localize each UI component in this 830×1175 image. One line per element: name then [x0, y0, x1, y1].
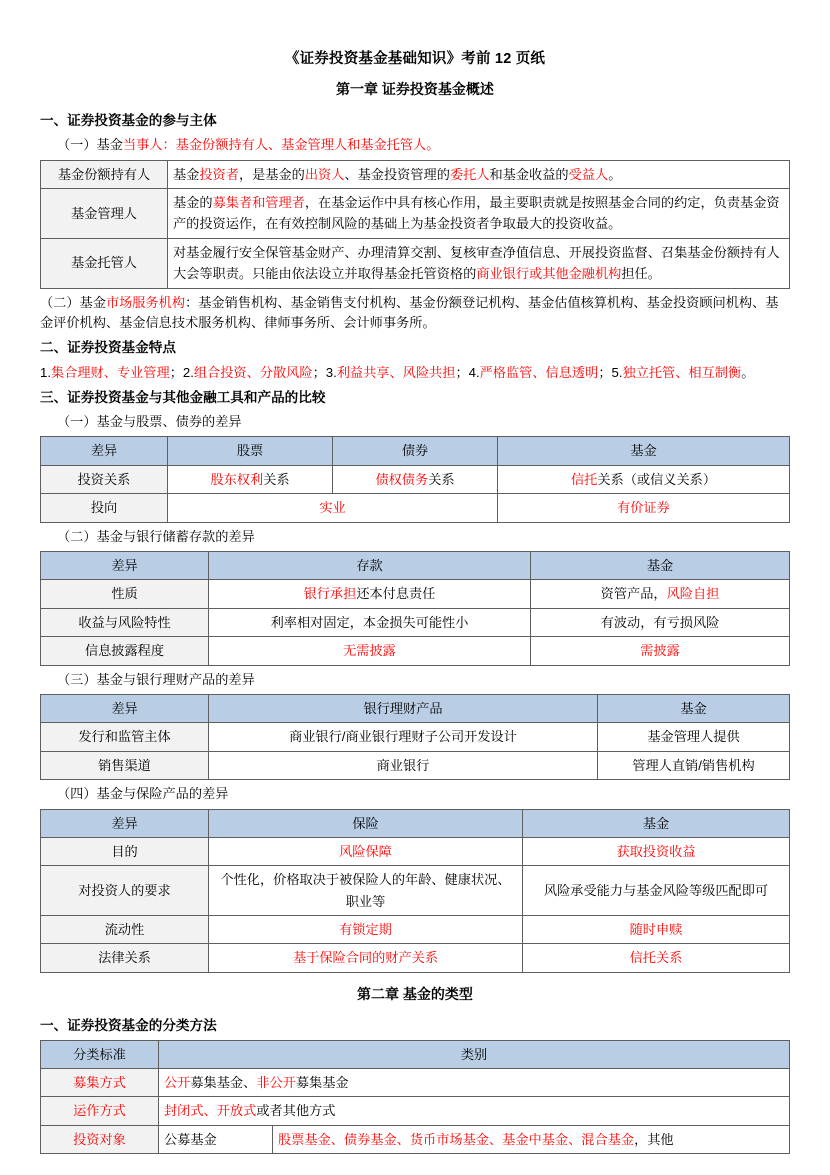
table-cell [523, 944, 790, 972]
row-label [41, 1097, 159, 1125]
text-run: 。 [741, 364, 755, 380]
text-run: 。 [608, 166, 622, 182]
text-run: 个性化，价格取决于被保险人的年龄、健康状况、职业等 [220, 872, 511, 909]
subsection-title-insurance: （四）基金与保险产品的差异 [57, 786, 229, 802]
text-run: 利率相对固定，本金损失可能性小 [270, 614, 469, 630]
row-label [41, 1068, 159, 1096]
column-header: 存款 [209, 552, 531, 580]
column-header: 股票 [168, 437, 333, 465]
text-run: 有波动，有亏损风险 [600, 614, 720, 630]
text-run-highlight: 非公开 [256, 1074, 296, 1090]
row-label: 销售渠道 [41, 751, 209, 779]
text-run-highlight: 利益共享、风险共担 [336, 364, 456, 380]
section-heading-3: 三、证券投资基金与其他金融工具和产品的比较 [40, 389, 326, 405]
text-run: 募集基金、 [190, 1074, 257, 1090]
table-stock-bond-head [41, 437, 790, 465]
text-run: 风险承受能力与基金风险等级匹配即可 [543, 883, 769, 899]
table-row [41, 1068, 790, 1096]
subsection-title-wealth: （三）基金与银行理财产品的差异 [57, 671, 255, 687]
row-label: 基金托管人 [41, 238, 168, 288]
table-cell [209, 916, 523, 944]
text-run: 关系（或信义关系） [597, 471, 717, 487]
table-insurance [40, 809, 790, 973]
row-label-text: 投资对象 [73, 1131, 126, 1147]
paragraph-fund-features [40, 363, 790, 383]
table-row [41, 751, 790, 779]
column-header: 基金 [523, 809, 790, 837]
row-label: 投向 [41, 494, 168, 522]
chapter-2-title: 第二章 基金的类型 [357, 985, 473, 1002]
text-run-highlight: 独立托管、相互制衡 [622, 364, 742, 380]
row-label: 基金管理人 [41, 189, 168, 239]
table-row [41, 1097, 790, 1125]
text-run-highlight: 股票基金、债券基金、货币市场基金、基金中基金、混合基金 [278, 1131, 635, 1147]
chapter-1-title: 第一章 证券投资基金概述 [336, 81, 494, 98]
text-run-highlight: 实业 [319, 500, 346, 516]
table-classification-head [41, 1040, 790, 1068]
table-cell [598, 751, 790, 779]
table-header-row [41, 695, 790, 723]
table-cell [498, 465, 790, 493]
row-label: 发行和监管主体 [41, 723, 209, 751]
table-stock-bond-body [41, 465, 790, 522]
table-header-row [41, 1040, 790, 1068]
text-run-highlight: 有价证券 [617, 500, 670, 516]
table-cell [531, 608, 790, 636]
paragraph-market-service [40, 293, 790, 334]
row-label: 性质 [41, 580, 209, 608]
text-run: ；3. [312, 364, 337, 380]
row-content [168, 238, 790, 288]
column-header: 银行理财产品 [209, 695, 598, 723]
table-cell [209, 751, 598, 779]
table-row [41, 723, 790, 751]
text-run: 或者其他方式 [256, 1103, 336, 1119]
table-fund-parties-body [41, 160, 790, 288]
text-run: ；4. [455, 364, 480, 380]
text-run-highlight: 集合理财、专业管理 [51, 364, 170, 380]
table-row [41, 160, 790, 188]
text-run-highlight: 投资者 [199, 166, 239, 182]
table-cell [523, 837, 790, 865]
text-run-highlight: 商业银行或其他金融机构 [476, 266, 622, 282]
text-run-highlight: 信托关系 [629, 950, 683, 966]
text-run: ，是基金的 [238, 166, 305, 182]
table-cell [168, 494, 498, 522]
text-run: ：基金销售机构、基金销售支付机构、基金份额登记机构、基金估值核算机构、基金投资顾问机构、基金评价机构、基金信息技术服务机构、律师事务所、会计师事务所。 [40, 294, 779, 330]
row-label-text: 运作方式 [73, 1103, 126, 1119]
row-content [168, 189, 790, 239]
text-run: 担任。 [621, 266, 661, 282]
table-deposit-body [41, 580, 790, 665]
column-header: 差异 [41, 809, 209, 837]
table-cell [209, 723, 598, 751]
text-run-highlight: 出资人 [304, 166, 345, 182]
table-wealth-head [41, 695, 790, 723]
section-heading-1: 一、证券投资基金的参与主体 [40, 113, 217, 129]
table-header-row [41, 552, 790, 580]
table-row [41, 637, 790, 665]
text-run: 关系 [428, 471, 455, 487]
table-cell [523, 866, 790, 916]
text-run-highlight: 信托 [570, 471, 598, 487]
row-label: 流动性 [41, 916, 209, 944]
text-run-highlight: 风险保障 [339, 843, 392, 859]
document-title: 《证券投资基金基础知识》考前 12 页纸 [284, 51, 546, 67]
table-fund-parties [40, 160, 790, 289]
table-wealth-body [41, 723, 790, 780]
column-header: 债券 [333, 437, 498, 465]
text-run-highlight: 封闭式、开放式 [164, 1103, 257, 1119]
table-cell [523, 916, 790, 944]
text-run-highlight: 风险自担 [666, 586, 720, 602]
table-cell [168, 465, 333, 493]
text-run-highlight: 债权债务 [375, 471, 429, 487]
subsection-title-deposit: （二）基金与银行储蓄存款的差异 [57, 528, 255, 544]
text-run: （二）基金 [40, 294, 106, 310]
text-run: 管理人直销/销售机构 [632, 757, 755, 773]
text-run: 商业银行 [376, 757, 430, 773]
paragraph-fund-parties [40, 135, 790, 155]
table-cell [531, 637, 790, 665]
text-run-highlight: 基于保险合同的财产关系 [292, 950, 439, 966]
table-row [41, 189, 790, 239]
table-cell [159, 1097, 790, 1125]
row-label [41, 1125, 159, 1153]
row-label: 法律关系 [41, 944, 209, 972]
text-run: 募集基金 [295, 1074, 349, 1090]
row-label: 目的 [41, 837, 209, 865]
table-row [41, 837, 790, 865]
paragraph-prefix: （一）基金 [57, 137, 123, 153]
text-run: 关系 [263, 471, 290, 487]
table-cell [598, 723, 790, 751]
table-cell [159, 1068, 790, 1096]
table-classification-body [41, 1068, 790, 1153]
text-run-highlight: 有锁定期 [339, 922, 392, 938]
table-cell [273, 1125, 790, 1153]
text-run-highlight: 随时申赎 [629, 922, 683, 938]
row-label: 基金份额持有人 [41, 160, 168, 188]
table-header-row [41, 809, 790, 837]
row-label: 对投资人的要求 [41, 866, 209, 916]
table-cell [333, 465, 498, 493]
section-heading-4: 一、证券投资基金的分类方法 [40, 1017, 217, 1033]
text-run: 资管产品， [600, 586, 667, 602]
table-row [41, 608, 790, 636]
text-run: 公募基金 [164, 1131, 217, 1147]
text-run-highlight: 组合投资、分散风险 [193, 364, 313, 380]
column-header: 基金 [531, 552, 790, 580]
table-cell [159, 1125, 273, 1153]
text-run-highlight: 募集者和管理者 [212, 195, 305, 211]
text-run: 基金的 [173, 195, 213, 211]
row-label-text: 募集方式 [73, 1074, 126, 1090]
column-header: 差异 [41, 552, 209, 580]
row-content [168, 160, 790, 188]
table-cell [209, 944, 523, 972]
table-row [41, 465, 790, 493]
column-header: 差异 [41, 695, 209, 723]
table-row [41, 866, 790, 916]
text-run-highlight: 受益人 [568, 166, 609, 182]
table-cell [209, 637, 531, 665]
table-wealth-management [40, 694, 790, 780]
text-run-highlight: 严格监管、信息透明 [479, 364, 599, 380]
text-run: ，其他 [634, 1131, 674, 1147]
text-run: 商业银行/商业银行理财子公司开发设计 [289, 729, 517, 745]
table-row [41, 1125, 790, 1153]
text-run: ；2. [169, 364, 194, 380]
text-run: 基金管理人提供 [647, 729, 740, 745]
table-row [41, 580, 790, 608]
table-cell [498, 494, 790, 522]
text-run: 对基金履行安全保管基金财产、办理清算交割、复核审查净值信息、开展投资监督、召集基金份额持有人大会等职责。只能由依法设立并取得基金托管资格的 [173, 244, 780, 282]
row-label: 信息披露程度 [41, 637, 209, 665]
table-insurance-body [41, 837, 790, 972]
text-run-highlight: 股东权利 [210, 471, 264, 487]
paragraph-highlight: 当事人：基金份额持有人、基金管理人和基金托管人。 [122, 137, 440, 153]
text-run: 、基金投资管理的 [344, 166, 450, 182]
table-deposit [40, 551, 790, 666]
text-run: ；5. [598, 364, 623, 380]
text-run-highlight: 公开 [164, 1074, 191, 1090]
text-run: 还本付息责任 [356, 586, 436, 602]
text-run-highlight: 无需披露 [343, 643, 396, 659]
row-label: 投资关系 [41, 465, 168, 493]
text-run-highlight: 银行承担 [303, 586, 357, 602]
column-header: 分类标准 [41, 1040, 159, 1068]
text-run: 基金 [173, 166, 200, 182]
column-header: 类别 [159, 1040, 790, 1068]
text-run: 和基金收益的 [489, 166, 569, 182]
table-cell [209, 608, 531, 636]
row-label: 收益与风险特性 [41, 608, 209, 636]
table-header-row [41, 437, 790, 465]
table-cell [209, 580, 531, 608]
text-run-highlight: 市场服务机构 [105, 294, 186, 310]
table-row [41, 494, 790, 522]
table-classification [40, 1040, 790, 1155]
text-run: 1. [40, 364, 51, 380]
table-cell [531, 580, 790, 608]
text-run: ，在基金运作中具有核心作用，最主要职责就是按照基金合同的约定，负责基金资产的投资运作，在有效控制风险的基础上为基金投资者争取最大的投资收益。 [173, 195, 780, 232]
table-cell [209, 866, 523, 916]
table-stock-bond [40, 436, 790, 522]
section-heading-2: 二、证券投资基金特点 [40, 340, 176, 356]
table-deposit-head [41, 552, 790, 580]
table-row [41, 944, 790, 972]
text-run-highlight: 需披露 [640, 643, 680, 659]
text-run-highlight: 获取投资收益 [616, 843, 696, 859]
column-header: 基金 [598, 695, 790, 723]
subsection-title-stock: （一）基金与股票、债券的差异 [57, 414, 242, 430]
text-run-highlight: 委托人 [449, 166, 490, 182]
table-row [41, 238, 790, 288]
table-row [41, 916, 790, 944]
table-cell [209, 837, 523, 865]
column-header: 保险 [209, 809, 523, 837]
column-header: 基金 [498, 437, 790, 465]
table-insurance-head [41, 809, 790, 837]
column-header: 差异 [41, 437, 168, 465]
